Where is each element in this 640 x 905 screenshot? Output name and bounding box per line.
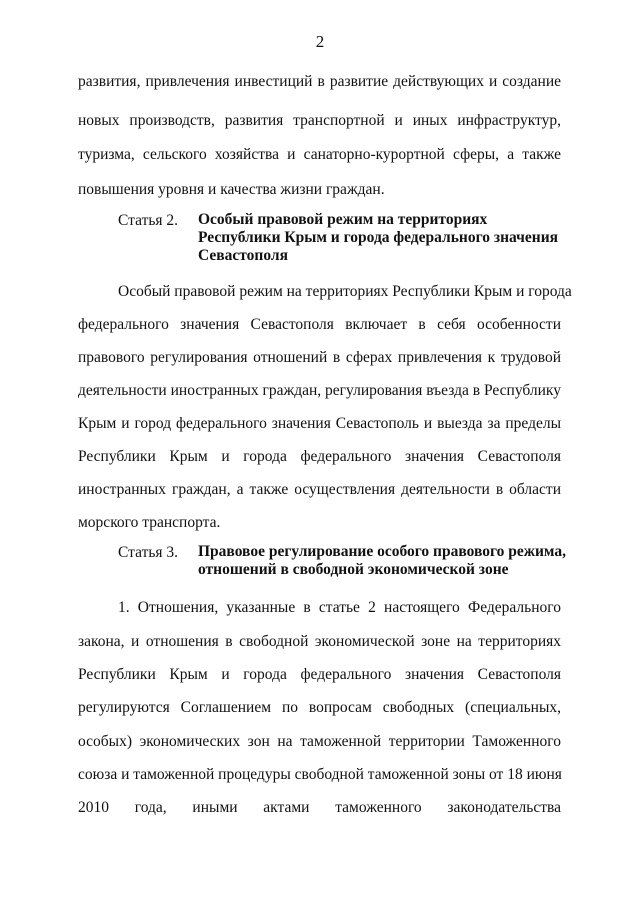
article-3-label: Статья 3.: [118, 544, 179, 561]
intro-line-3: туризма, сельского хозяйства и санаторно-курортной сферы, а также: [78, 146, 561, 163]
article-2-body-line-5: Крым и город федерального значения Севастополь и выезда за пределы: [78, 415, 561, 432]
article-3-body-line-4: регулируются Соглашением по вопросам свободных (специальных,: [78, 699, 561, 716]
article-2-body-line-6: Республики Крым и города федерального значения Севастополя: [78, 448, 561, 465]
article-3-body-line-5: особых) экономических зон на таможенной территории Таможенного: [78, 733, 561, 750]
article-2-body-line-1: Особый правовой режим на территориях Республики Крым и города: [118, 283, 572, 300]
article-2-label: Статья 2.: [118, 212, 179, 229]
page-number: 2: [315, 32, 325, 51]
article-3-body-line-2: закона, и отношения в свободной экономической зоне на территориях: [78, 633, 561, 650]
article-3-body-line-3: Республики Крым и города федерального значения Севастополя: [78, 666, 561, 683]
article-2-body-line-8: морского транспорта.: [78, 514, 221, 531]
article-3-title-line-2: отношений в свободной экономической зоне: [198, 561, 509, 578]
intro-line-2: новых производств, развития транспортной и иных инфраструктур,: [78, 112, 561, 129]
intro-line-1: развития, привлечения инвестиций в развитие действующих и создание: [78, 73, 561, 90]
article-2-title-line-2: Республики Крым и города федерального значения: [198, 229, 559, 246]
article-2-body-line-2: федерального значения Севастополя включает в себя особенности: [78, 316, 561, 333]
article-3-body-line-7: 2010 года, иными актами таможенного законодательства: [78, 799, 561, 816]
article-2-body-line-7: иностранных граждан, а также осуществления деятельности в области: [78, 481, 561, 498]
intro-line-4: повышения уровня и качества жизни граждан.: [78, 181, 385, 198]
article-2-body-line-3: правового регулирования отношений в сферах привлечения к трудовой: [78, 349, 561, 366]
article-3-title-line-1: Правовое регулирование особого правового режима,: [198, 543, 566, 560]
article-2-title-line-1: Особый правовой режим на территориях: [198, 211, 488, 228]
article-2-body-line-4: деятельности иностранных граждан, регулирования въезда в Республику: [78, 382, 561, 399]
article-3-body-line-6: союза и таможенной процедуры свободной таможенной зоны от 18 июня: [78, 766, 562, 783]
article-2-title-line-3: Севастополя: [198, 247, 288, 264]
article-3-body-line-1: 1. Отношения, указанные в статье 2 настоящего Федерального: [118, 599, 561, 616]
